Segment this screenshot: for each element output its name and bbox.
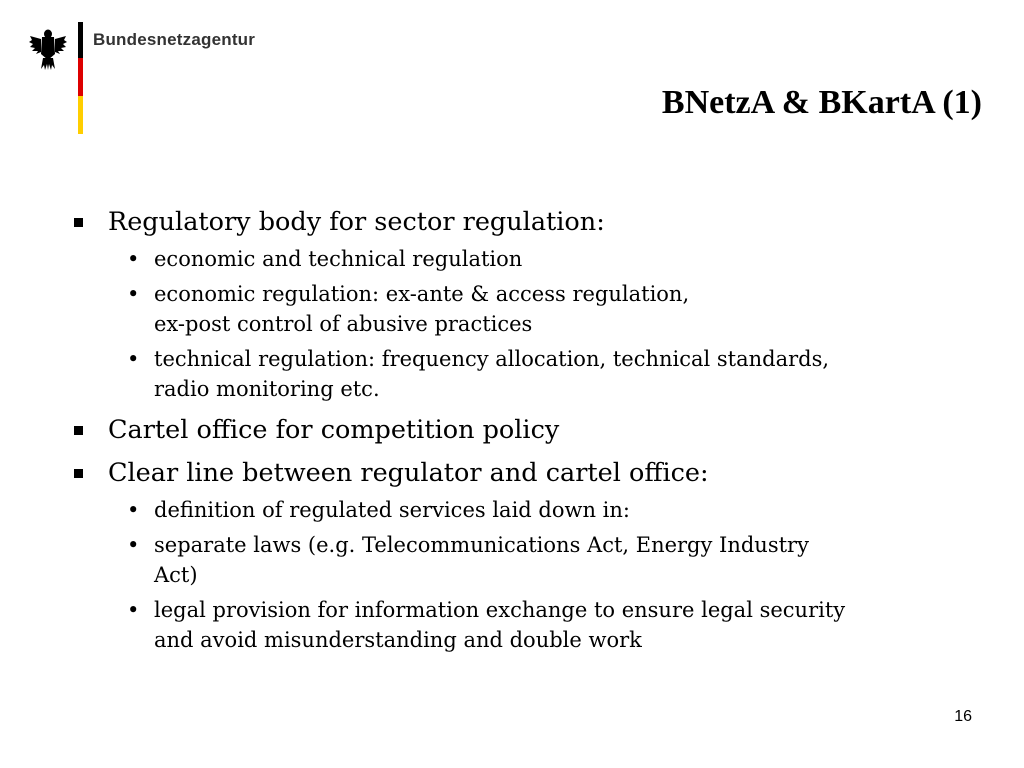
federal-eagle-icon bbox=[28, 28, 68, 72]
sub-bullet-text-line-1: technical regulation: frequency allocation, technical standards, bbox=[154, 347, 830, 371]
round-bullet-icon: • bbox=[127, 347, 140, 371]
bullet-text: Cartel office for competition policy bbox=[108, 415, 560, 445]
bullet-item bbox=[72, 413, 982, 447]
page-number: 16 bbox=[954, 708, 972, 725]
sub-bullet-text-line-2: radio monitoring etc. bbox=[154, 377, 380, 401]
square-bullet-icon bbox=[74, 469, 83, 478]
flag-stripe-gold bbox=[78, 96, 83, 134]
sub-bullet-text-line-2: ex-post control of abusive practices bbox=[154, 312, 533, 336]
sub-bullet-text-line-2: Act) bbox=[154, 563, 198, 587]
agency-name: Bundesnetzagentur bbox=[93, 30, 256, 49]
sub-bullet-item bbox=[72, 495, 982, 525]
bullet-text: Clear line between regulator and cartel office: bbox=[108, 458, 709, 488]
round-bullet-icon: • bbox=[127, 533, 140, 557]
round-bullet-icon: • bbox=[127, 598, 140, 622]
slide-title: BNetzA & BKartA (1) bbox=[661, 84, 982, 121]
round-bullet-icon: • bbox=[127, 282, 140, 306]
sub-bullet-item bbox=[72, 344, 982, 404]
sub-bullet-item bbox=[72, 244, 982, 274]
sub-bullet-text: economic and technical regulation bbox=[154, 247, 523, 271]
sub-bullet-text: definition of regulated services laid down in: bbox=[154, 498, 630, 522]
bullet-item bbox=[72, 205, 982, 239]
slide-content bbox=[72, 205, 982, 655]
round-bullet-icon: • bbox=[127, 498, 140, 522]
sub-bullet-text-line-2: and avoid misunderstanding and double work bbox=[154, 628, 642, 652]
flag-stripe-red bbox=[78, 58, 83, 96]
bullet-text: Regulatory body for sector regulation: bbox=[108, 207, 605, 237]
flag-stripe-black bbox=[78, 22, 83, 58]
sub-bullet-text-line-1: legal provision for information exchange to ensure legal security bbox=[154, 598, 846, 622]
square-bullet-icon bbox=[74, 426, 83, 435]
sub-bullet-text-line-1: economic regulation: ex-ante & access regulation, bbox=[154, 282, 690, 306]
square-bullet-icon bbox=[74, 218, 83, 227]
bullet-item bbox=[72, 456, 982, 490]
round-bullet-icon: • bbox=[127, 247, 140, 271]
sub-bullet-item bbox=[72, 595, 982, 655]
agency-logo bbox=[22, 22, 282, 142]
sub-bullet-text-line-1: separate laws (e.g. Telecommunications Act, Energy Industry bbox=[154, 533, 809, 557]
sub-bullet-item bbox=[72, 279, 982, 339]
flag-bar bbox=[78, 22, 83, 134]
sub-bullet-item bbox=[72, 530, 982, 590]
